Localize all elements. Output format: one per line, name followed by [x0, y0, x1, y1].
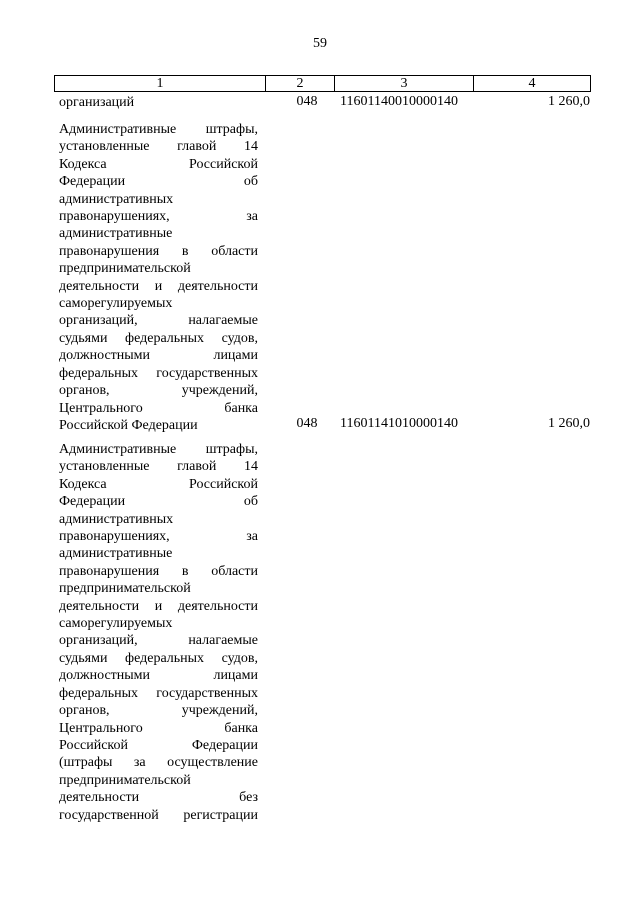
description-line: деятельности и деятельности [59, 278, 258, 294]
description-line: организаций, налагаемые [59, 313, 258, 329]
description-line: федеральных государственных [59, 685, 258, 701]
kbk-code: 11601140010000140 [340, 94, 458, 109]
description-line: Центрального банка [59, 400, 258, 416]
description-line: Федерации об [59, 174, 258, 190]
description-line: административных [59, 511, 174, 527]
column-header-3: 3 [335, 76, 474, 92]
column-header-1: 1 [55, 76, 266, 92]
description-line: правонарушения в области [59, 563, 258, 579]
description-line: правонарушения в области [59, 243, 258, 259]
kbk-code: 11601141010000140 [340, 416, 458, 431]
row-description [59, 441, 258, 824]
description-line: административных [59, 191, 174, 207]
description-line: предпринимательской [59, 772, 191, 788]
description-line: саморегулируемых [59, 296, 173, 312]
column-header-row [55, 76, 591, 92]
column-header-2: 2 [266, 76, 335, 92]
description-line: административные [59, 546, 173, 562]
amount: 1 260,0 [548, 416, 590, 431]
row-description [59, 121, 258, 434]
description-line: установленные главой 14 [59, 139, 258, 155]
description-line: органов, учреждений, [59, 383, 258, 399]
description-line: Кодекса Российской [59, 156, 258, 172]
description-line: Административные штрафы, [59, 442, 258, 457]
description-line: деятельности и деятельности [59, 598, 258, 614]
description-line: (штрафы за осуществление [59, 755, 258, 771]
description-line: Российской Федерации [59, 737, 258, 753]
description-line: организаций [59, 95, 135, 110]
description-line: деятельности без [59, 790, 258, 806]
description-line: судьями федеральных судов, [59, 330, 258, 346]
description-line: Кодекса Российской [59, 476, 258, 492]
admin-code: 048 [296, 416, 318, 431]
description-line: судьями федеральных судов, [59, 650, 258, 666]
page-number: 59 [313, 36, 327, 51]
description-line: должностными лицами [59, 668, 258, 684]
description-line: установленные главой 14 [59, 459, 258, 475]
description-line: Федерации об [59, 494, 258, 510]
row-description [59, 94, 258, 111]
description-line: саморегулируемых [59, 616, 173, 632]
description-line: Центрального банка [59, 720, 258, 736]
description-line: должностными лицами [59, 348, 258, 364]
description-line: правонарушениях, за [59, 529, 258, 545]
description-line: организаций, налагаемые [59, 633, 258, 649]
column-header-table [54, 75, 591, 92]
amount: 1 260,0 [548, 94, 590, 109]
column-header-4: 4 [474, 76, 591, 92]
description-line: административные [59, 226, 173, 242]
admin-code: 048 [296, 94, 318, 109]
description-line: Административные штрафы, [59, 122, 258, 137]
description-line: предпринимательской [59, 261, 191, 277]
description-line: органов, учреждений, [59, 703, 258, 719]
description-line: государственной регистрации [59, 807, 258, 823]
description-line: правонарушениях, за [59, 209, 258, 225]
description-line: федеральных государственных [59, 365, 258, 381]
description-line: предпринимательской [59, 581, 191, 597]
description-line: Российской Федерации [59, 417, 198, 433]
